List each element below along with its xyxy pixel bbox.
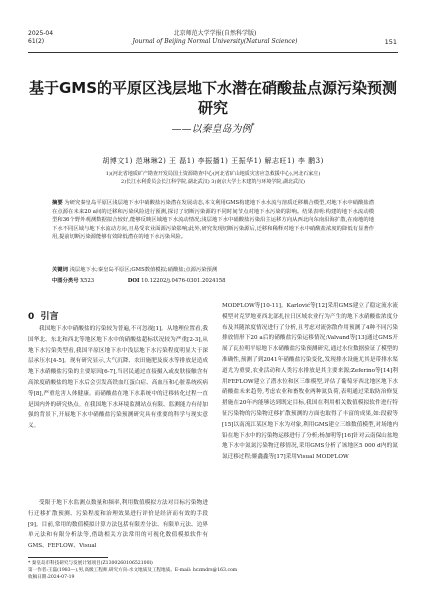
- journal-header: [90, 30, 340, 46]
- body-right-column: [222, 301, 398, 463]
- clc-value: X523: [80, 278, 95, 284]
- abstract-label: 摘要: [52, 200, 63, 206]
- doi-value: 10.12202/j.0476-0301.2024158: [141, 278, 226, 284]
- journal-name-en: Journal of Beijing Normal University(Natural Science): [132, 38, 298, 45]
- intro-paragraph-2: 受限于地下水监测点数量和频率,利用数值模拟方法对目标污染物进行迁移扩散预测、污染程度和治理效果进行评价是经济而有效的手段[9]。目前,常用的数值模拟计算方法包括有限差分法、有限单元法、边界单元法和有限分析法等,借助相关方法常用的可视化数值模拟软件有GMS、FEFLOW、Visual: [28, 500, 208, 550]
- footnote-received: 收稿日期:2024-07-19: [28, 575, 75, 580]
- header-divider: [28, 52, 398, 53]
- keywords-text: 浅层地下水;秦皇岛平原区;GMS数值模拟;硝酸盐;点源污染预测: [69, 267, 218, 273]
- page-number: 151: [384, 38, 397, 46]
- footnote-author: 第一作者:王磊(1983—),男,高级工程师,研究方向:水文地质及工程地质。E-mail: hczmdrs@163.com: [28, 568, 238, 573]
- affiliation-1: 1)(河北省地质矿产勘查开发局国土资源勘查中心(河北省矿山地质灾害应急救援中心),河北石家庄): [105, 171, 321, 177]
- body-left-column-lower: [28, 498, 208, 552]
- header-date: 2025-04: [28, 30, 54, 37]
- abstract: [52, 199, 374, 242]
- footnote-divider: [28, 557, 108, 558]
- section-heading: [28, 309, 59, 322]
- doi-group: [128, 278, 242, 284]
- clc-group: [52, 278, 110, 284]
- intro-paragraph-3: MODFLOW等[10-11]。Karlović等[12]采用GMS建立了稳定流水流模型对克罗地亚西北部扎拉日区域农业行为产生的地下水硝酸盐浓度分布及其随浓度情况进行了分析,且考虑对流弥散作用预测了4种不同污染排放情形下20 a后的硝酸盐污染运移情况;Valvand等[13]通过GMS开展了瓦拉明平原地下水硝酸盐污染预测研究,通过水位数据验证了模型的准确性,预测了到2041年硝酸盐污染变化,发现排水设施尤其是带排水渠道尤为重要,农业活动和人类污水排放是其主要来源;Zeferino等[14]利用FEFLOW建立了潜水位和区三维模型,评估了葡萄牙西北地区地下水硝酸盐未来趋势,考虑农业和畜牧业两种氮负荷,表明通过采取防治修复措施在20年内能够达到既定目标,我国在利用相关数值模拟软件进行特征污染物的污染物迁移扩散预测的方面也取得了丰富的成果,如:段毅等[15]以南流江某区地下水为对象,利用GMS建立三维数值模型,对场地内铅在地下水中的污染物运移进行了分析;杨加明等[16]针对云南保山盆地地下水中氮氮污染物迁移情况,采用GMS分析了该地区5 000 d内的氮氮迁移过程;姬鑫鑫等[17]采用Visual MODFLOW: [222, 303, 398, 461]
- intro-paragraph-1: 我国地下水中硝酸盐的污染较为普遍,不可忽视[1]。从地理位置看,我国华北、东北和西北等地区地下水中的硝酸盐超标状况较为严重[2-3],从地下水污染类型看,我国平原区地下水中浅层地下水污染程度明显大于深层承压水[4-5]。现有研究显示,大气沉降、农田施肥及废水等排放是造成地下水硝酸盐污染的主要原因[6-7],当居民通过直接摄入或皮肤接触含有高浓度硝酸盐的地下水后会引发高铁血红蛋白症、高血压和心脏系统疾病等[8],严重危害人体健康。而硝酸盐在地下水系统中的迁移转化过程一直是国内外的研究热点。在我国地下水环境监测站点有限、监测能力有待加强的背景下,开展地下水中硝酸盐污染预测研究具有重要的科学与现实意义。: [28, 326, 208, 430]
- doi-label: DOI: [127, 278, 140, 284]
- subtitle-text: ——以秦皇岛为例: [171, 124, 252, 135]
- section-number: 0: [28, 312, 35, 322]
- header-date-issue: [28, 30, 53, 46]
- author-list: 胡博文1) 范琳琳2) 王 磊1) 李振播1) 王振华1) 解志旺1) 李 鹏3): [102, 157, 324, 165]
- section-title: 引言: [40, 312, 59, 322]
- keywords: [52, 266, 374, 274]
- body-left-column: [28, 324, 208, 432]
- footnote-funding: * 秦皇岛市科技研究与发展计划项目(Z130026010652100l): [28, 561, 153, 566]
- header-issue: 61(2): [28, 38, 45, 45]
- article-subtitle: [28, 120, 398, 135]
- clc-label: 中图分类号: [52, 278, 79, 284]
- journal-name-cn: 北京师范大学学报(自然科学版): [173, 30, 257, 37]
- affiliation-2: 2)长江水利委员会长江科学院,湖北武汉) 3)南京大学土木建筑与环境学院,湖北武汉): [121, 179, 305, 185]
- keywords-label: 关键词: [52, 267, 68, 273]
- article-title: 基于GMS的平原区浅层地下水潜在硝酸盐点源污染预测研究: [28, 79, 398, 117]
- classification: [52, 277, 374, 285]
- abstract-text: 为研究秦皇岛平原区浅层地下水中硝酸盐污染潜在发展动态,本文利用GMS构建地下水水流与溶质迁移耦合模型,对地下水中硝酸盐潜在点源在未来20 a间的迁移和污染风险进行预测,探讨了切断污染源的不同时间节点对地下水污染的影响。结果表明:构建的地下水流动模型和36个野外观测数据拟合较好,能够反映区域地下水流动情况;浅层地下水中硝酸盐污染沿主运移方向从西北向东南沿海扩散,在南地的地下水不同区域与地下水流动方向,且易受农业面源污染影响;此外,研究发现切断污染源后,迁移和稀释对地下水中硝酸盐浓度的降低有显著作用,提前切断污染源能够有效降低潜在的地下水污染风险。: [52, 200, 374, 241]
- subtitle-footnote-mark: *: [251, 122, 255, 130]
